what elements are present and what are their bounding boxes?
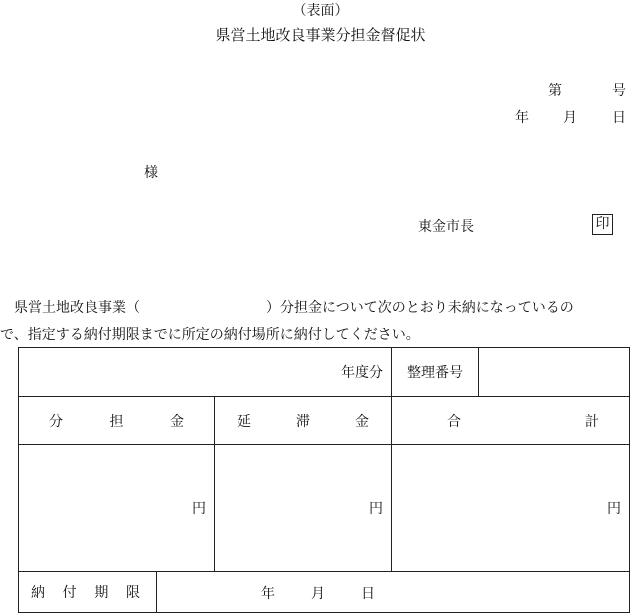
header-installment — [19, 397, 215, 445]
due-label-char-2: 付 — [62, 585, 77, 601]
issuer-name: 東金市長 — [418, 219, 474, 235]
header-installment-char-2: 担 — [109, 413, 124, 430]
number-suffix: 号 — [612, 83, 626, 99]
date-month-label: 月 — [563, 110, 577, 126]
due-date-value — [157, 572, 630, 613]
table-row-headers — [19, 397, 630, 445]
body-text-line-1: 県営土地改良事業（ ）分担金について次のとおり未納になっているの — [14, 300, 574, 316]
number-prefix: 第 — [548, 83, 562, 99]
body-text-line-2: で、指定する納付期限までに所定の納付場所に納付してください。 — [0, 327, 420, 343]
header-total-char-1: 合 — [447, 413, 461, 430]
header-late-fee-char-2: 滞 — [296, 413, 310, 430]
due-label-char-4: 限 — [125, 585, 140, 601]
table-row-reference — [19, 348, 630, 397]
total-amount: 円 — [392, 445, 630, 572]
due-month-label: 月 — [311, 586, 325, 602]
late-fee-amount: 円 — [215, 445, 392, 572]
installment-amount: 円 — [19, 445, 215, 572]
header-installment-char-3: 金 — [170, 413, 184, 430]
table-row-due-date — [19, 572, 630, 613]
addressee-suffix: 様 — [144, 165, 158, 181]
header-late-fee-char-1: 延 — [237, 413, 251, 430]
date-day-label: 日 — [612, 110, 626, 126]
due-date-label — [19, 572, 157, 613]
header-total — [392, 397, 630, 445]
document-title: 県営土地改良事業分担金督促状 — [215, 26, 426, 44]
table-row-amounts — [19, 445, 630, 572]
due-label-char-1: 納 — [31, 585, 45, 601]
due-day-label: 日 — [361, 586, 375, 602]
date-year-label: 年 — [515, 110, 529, 126]
header-total-char-2: 計 — [585, 413, 599, 430]
form-side-label: （表面） — [292, 3, 349, 19]
payment-table — [18, 347, 630, 613]
fiscal-year-label: 年度分 — [19, 348, 392, 397]
due-year-label: 年 — [261, 586, 275, 602]
header-late-fee — [215, 397, 392, 445]
header-late-fee-char-3: 金 — [355, 413, 369, 430]
due-label-char-3: 期 — [94, 585, 109, 601]
reference-number-field — [479, 348, 630, 397]
reference-number-label: 整理番号 — [392, 348, 479, 397]
header-installment-char-1: 分 — [49, 413, 63, 430]
official-seal-mark: 印 — [592, 214, 613, 235]
